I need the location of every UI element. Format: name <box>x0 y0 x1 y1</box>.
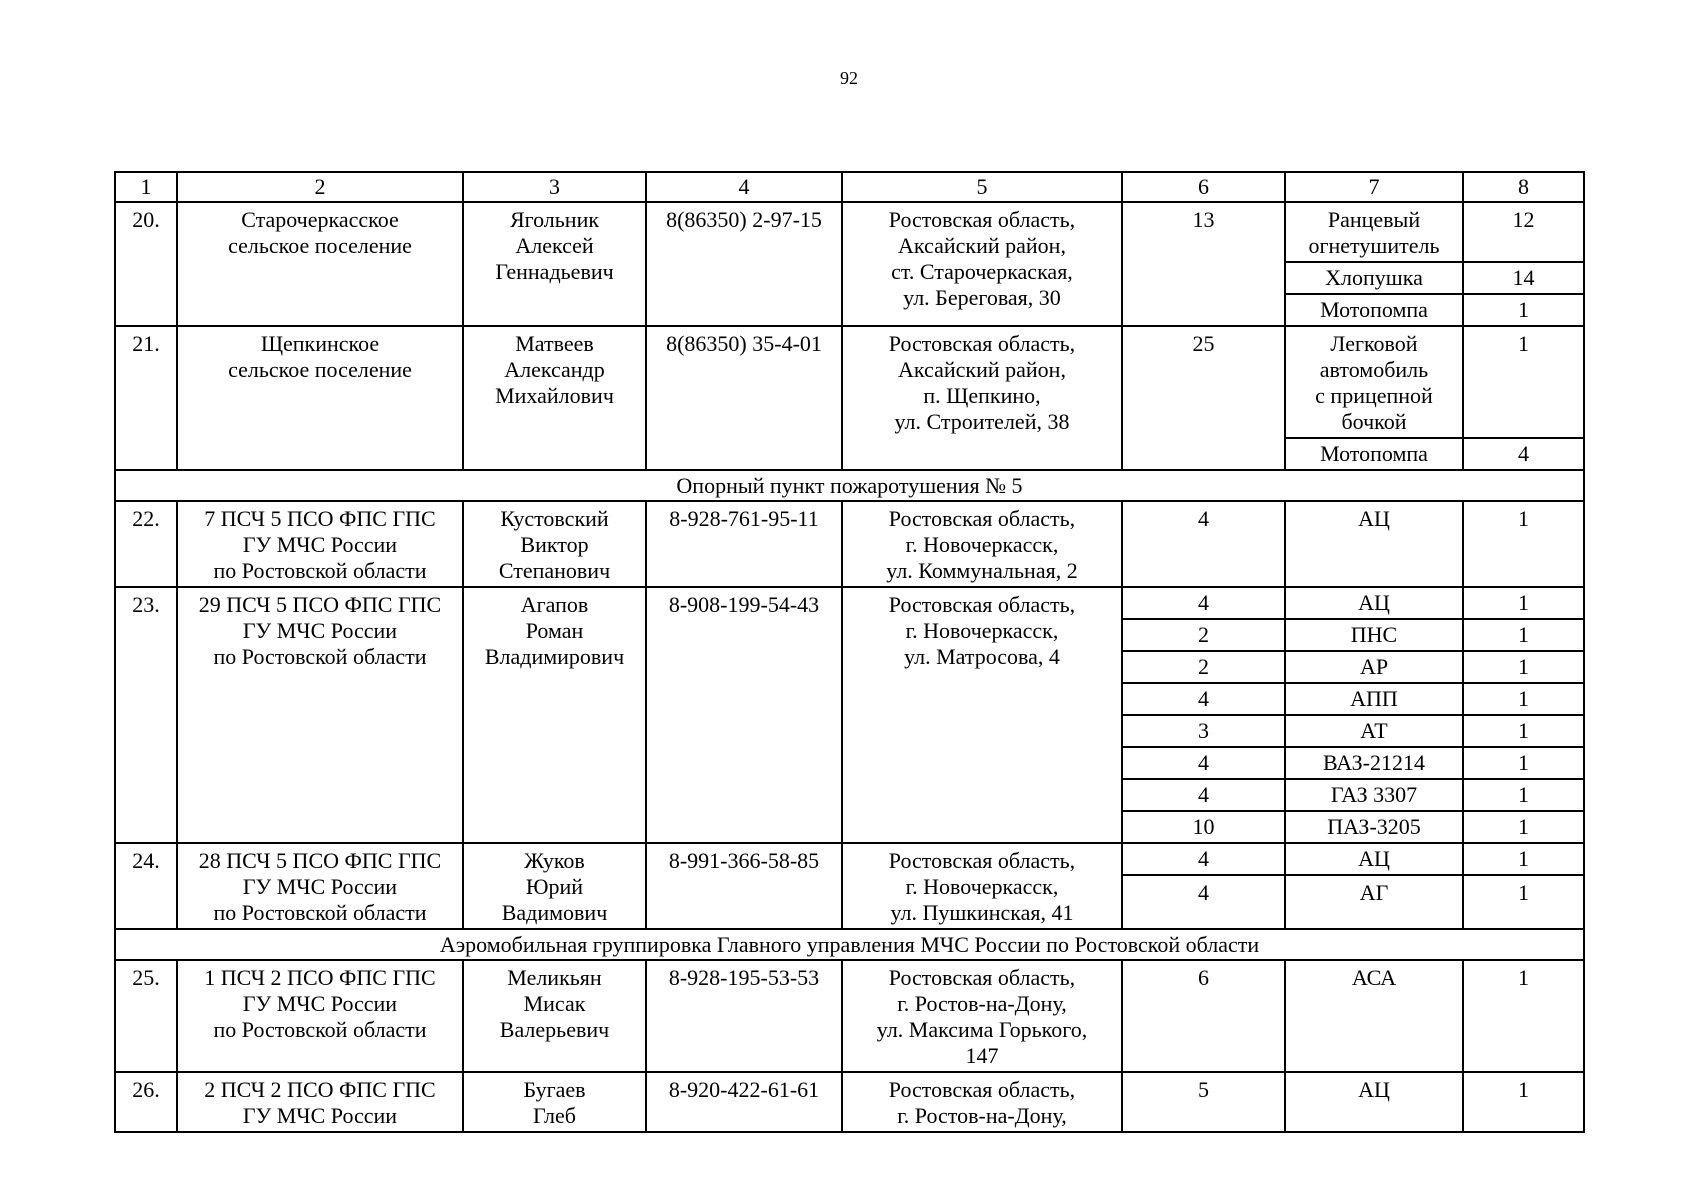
equipment-name-cell: Мотопомпа <box>1285 294 1463 326</box>
equipment-count-cell: 1 <box>1463 294 1584 326</box>
equipment-name-cell: ВАЗ-21214 <box>1285 747 1463 779</box>
organization-cell: 28 ПСЧ 5 ПСО ФПС ГПС ГУ МЧС России по Ростовской области <box>177 843 463 929</box>
equipment-name-cell: Мотопомпа <box>1285 438 1463 470</box>
table-row <box>115 1072 1584 1132</box>
equipment-count-cell: 4 <box>1463 438 1584 470</box>
equipment-name-cell: Ранцевый огнетушитель <box>1285 202 1463 262</box>
equipment-name-cell: АЦ <box>1285 587 1463 619</box>
equipment-count-cell: 12 <box>1463 202 1584 262</box>
equipment-count-cell: 1 <box>1463 811 1584 843</box>
phone-cell: 8-928-195-53-53 <box>646 960 842 1072</box>
column-number: 1 <box>115 172 177 202</box>
row-number: 25. <box>115 960 177 1072</box>
staff-count-cell: 3 <box>1122 715 1285 747</box>
phone-cell: 8-920-422-61-61 <box>646 1072 842 1132</box>
equipment-count-cell: 1 <box>1463 619 1584 651</box>
address-cell: Ростовская область, г. Ростов-на-Дону, <box>842 1072 1122 1132</box>
column-number: 5 <box>842 172 1122 202</box>
section-title: Опорный пункт пожаротушения № 5 <box>115 470 1584 501</box>
row-number: 26. <box>115 1072 177 1132</box>
equipment-count-cell: 1 <box>1463 683 1584 715</box>
row-number: 20. <box>115 202 177 326</box>
responsible-person-cell: Кустовский Виктор Степанович <box>463 501 646 587</box>
page-number: 92 <box>840 68 858 88</box>
equipment-name-cell: АР <box>1285 651 1463 683</box>
organization-cell: 1 ПСЧ 2 ПСО ФПС ГПС ГУ МЧС России по Ростовской области <box>177 960 463 1072</box>
responsible-person-cell: Матвеев Александр Михайлович <box>463 326 646 470</box>
equipment-name-cell: Легковой автомобиль с прицепной бочкой <box>1285 326 1463 438</box>
staff-count-cell: 4 <box>1122 843 1285 875</box>
staff-count-cell: 4 <box>1122 587 1285 619</box>
responsible-person-cell: Меликьян Мисак Валерьевич <box>463 960 646 1072</box>
responsible-person-cell: Ягольник Алексей Геннадьевич <box>463 202 646 326</box>
column-number: 2 <box>177 172 463 202</box>
equipment-name-cell: Хлопушка <box>1285 262 1463 294</box>
staff-count-cell: 4 <box>1122 683 1285 715</box>
address-cell: Ростовская область, Аксайский район, п. Щепкино, ул. Строителей, 38 <box>842 326 1122 470</box>
table-row <box>115 202 1584 262</box>
column-number: 8 <box>1463 172 1584 202</box>
column-number: 3 <box>463 172 646 202</box>
equipment-name-cell: АЦ <box>1285 843 1463 875</box>
table-row <box>115 587 1584 619</box>
address-cell: Ростовская область, г. Новочеркасск, ул. Пушкинская, 41 <box>842 843 1122 929</box>
column-number: 7 <box>1285 172 1463 202</box>
responsible-person-cell: Жуков Юрий Вадимович <box>463 843 646 929</box>
address-cell: Ростовская область, Аксайский район, ст. Старочеркаская, ул. Береговая, 30 <box>842 202 1122 326</box>
row-number: 21. <box>115 326 177 470</box>
equipment-name-cell: АСА <box>1285 960 1463 1072</box>
section-header-row <box>115 470 1584 501</box>
staff-count-cell: 4 <box>1122 501 1285 587</box>
equipment-count-cell: 14 <box>1463 262 1584 294</box>
staff-count-cell: 5 <box>1122 1072 1285 1132</box>
equipment-count-cell: 1 <box>1463 779 1584 811</box>
equipment-count-cell: 1 <box>1463 1072 1584 1132</box>
equipment-count-cell: 1 <box>1463 747 1584 779</box>
phone-cell: 8(86350) 35-4-01 <box>646 326 842 470</box>
responsible-person-cell: Бугаев Глеб <box>463 1072 646 1132</box>
equipment-name-cell: АЦ <box>1285 501 1463 587</box>
equipment-count-cell: 1 <box>1463 651 1584 683</box>
forces-table <box>114 171 1585 1133</box>
equipment-count-cell: 1 <box>1463 326 1584 438</box>
organization-cell: 7 ПСЧ 5 ПСО ФПС ГПС ГУ МЧС России по Ростовской области <box>177 501 463 587</box>
staff-count-cell: 25 <box>1122 326 1285 470</box>
phone-cell: 8-928-761-95-11 <box>646 501 842 587</box>
phone-cell: 8-908-199-54-43 <box>646 587 842 843</box>
table-row <box>115 501 1584 587</box>
equipment-count-cell: 1 <box>1463 960 1584 1072</box>
equipment-count-cell: 1 <box>1463 587 1584 619</box>
staff-count-cell: 4 <box>1122 747 1285 779</box>
staff-count-cell: 4 <box>1122 875 1285 929</box>
staff-count-cell: 4 <box>1122 779 1285 811</box>
staff-count-cell: 2 <box>1122 619 1285 651</box>
phone-cell: 8-991-366-58-85 <box>646 843 842 929</box>
column-number-row <box>115 172 1584 202</box>
equipment-name-cell: ПАЗ-3205 <box>1285 811 1463 843</box>
equipment-name-cell: ПНС <box>1285 619 1463 651</box>
address-cell: Ростовская область, г. Новочеркасск, ул. Матросова, 4 <box>842 587 1122 843</box>
equipment-count-cell: 1 <box>1463 843 1584 875</box>
staff-count-cell: 6 <box>1122 960 1285 1072</box>
row-number: 23. <box>115 587 177 843</box>
equipment-count-cell: 1 <box>1463 501 1584 587</box>
organization-cell: Старочеркасское сельское поселение <box>177 202 463 326</box>
responsible-person-cell: Агапов Роман Владимирович <box>463 587 646 843</box>
section-title: Аэромобильная группировка Главного управления МЧС России по Ростовской области <box>115 929 1584 960</box>
table-row <box>115 843 1584 875</box>
row-number: 22. <box>115 501 177 587</box>
equipment-count-cell: 1 <box>1463 875 1584 929</box>
equipment-name-cell: АТ <box>1285 715 1463 747</box>
equipment-name-cell: АГ <box>1285 875 1463 929</box>
staff-count-cell: 13 <box>1122 202 1285 326</box>
section-header-row <box>115 929 1584 960</box>
staff-count-cell: 2 <box>1122 651 1285 683</box>
equipment-count-cell: 1 <box>1463 715 1584 747</box>
equipment-name-cell: АЦ <box>1285 1072 1463 1132</box>
table-row <box>115 326 1584 438</box>
organization-cell: 2 ПСЧ 2 ПСО ФПС ГПС ГУ МЧС России <box>177 1072 463 1132</box>
organization-cell: 29 ПСЧ 5 ПСО ФПС ГПС ГУ МЧС России по Ростовской области <box>177 587 463 843</box>
staff-count-cell: 10 <box>1122 811 1285 843</box>
column-number: 6 <box>1122 172 1285 202</box>
address-cell: Ростовская область, г. Новочеркасск, ул. Коммунальная, 2 <box>842 501 1122 587</box>
phone-cell: 8(86350) 2-97-15 <box>646 202 842 326</box>
row-number: 24. <box>115 843 177 929</box>
address-cell: Ростовская область, г. Ростов-на-Дону, ул. Максима Горького, 147 <box>842 960 1122 1072</box>
table-row <box>115 960 1584 1072</box>
column-number: 4 <box>646 172 842 202</box>
equipment-name-cell: ГАЗ 3307 <box>1285 779 1463 811</box>
equipment-name-cell: АПП <box>1285 683 1463 715</box>
organization-cell: Щепкинское сельское поселение <box>177 326 463 470</box>
